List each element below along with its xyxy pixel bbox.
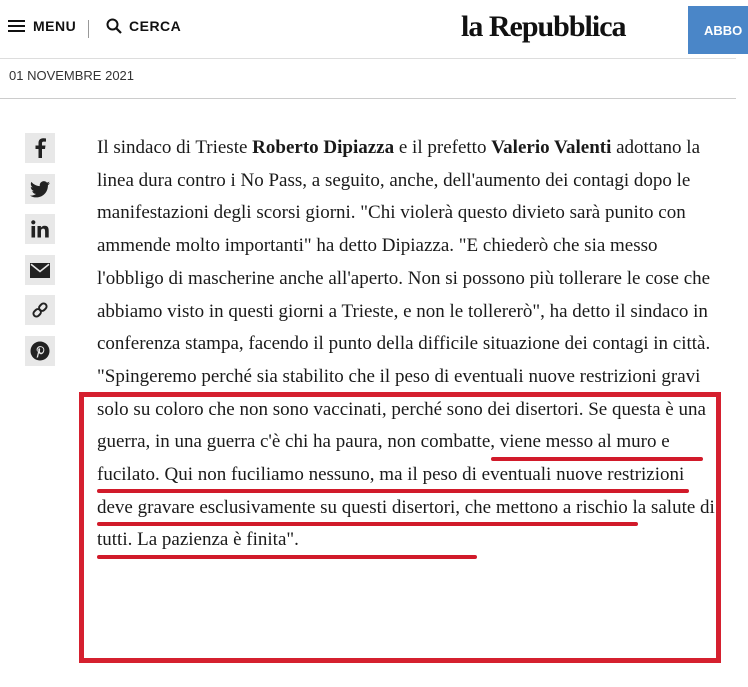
copy-link-button[interactable] <box>25 295 55 325</box>
facebook-icon <box>34 138 46 158</box>
site-header <box>0 0 743 59</box>
subscribe-button[interactable]: ABBO <box>688 6 748 54</box>
article-text: adottano la linea dura contro i No Pass, a seguito, anche, dell'aumento dei contagi dopo le manifestazioni degli scorsi giorni. "Chi violerà questo divieto sarà punito con ammende molto importanti" ha detto Dipiazza. "E chiederò che sia messo l'obbligo di mascherine anche all'aperto. Non si possono più tollerare le cose che abbiamo visto in questi giorni a Trieste, e non le tollererò", ha detto il sindaco in conferenza stampa, facendo il punto della difficile situazione dei contagi in città. "Spingeremo perché sia stabilito che il peso di eventuali nuove restrizioni gravi solo su coloro che non sono vaccinati, perché sono dei disertori. Se questa è una guerra, in una guerra c'è chi ha paura, non combatte, viene messo al muro e fucilato. Qui non fuciliamo nessuno, ma il peso di eventuali nuove restrizioni deve gravare esclusivamente su questi disertori, che mettono a rischio la salute di tutti. La pazienza è finita". <box>97 137 715 551</box>
article-text: e il prefetto <box>394 137 492 158</box>
hamburger-icon <box>8 20 25 32</box>
search-button[interactable] <box>106 18 181 34</box>
link-icon <box>31 301 49 319</box>
divider <box>0 98 736 99</box>
email-icon <box>30 263 50 278</box>
email-share-button[interactable] <box>25 255 55 285</box>
article-date: 01 NOVEMBRE 2021 <box>9 68 135 83</box>
highlight-box <box>79 392 721 663</box>
search-icon <box>106 18 122 34</box>
site-logo[interactable]: la Repubblica <box>461 10 626 43</box>
header-divider <box>88 20 89 38</box>
linkedin-icon <box>31 220 49 238</box>
twitter-icon <box>30 181 50 198</box>
menu-label: MENU <box>33 18 77 34</box>
search-label: CERCA <box>129 18 182 34</box>
facebook-share-button[interactable] <box>25 133 55 163</box>
twitter-share-button[interactable] <box>25 174 55 204</box>
pinterest-share-button[interactable] <box>25 336 55 366</box>
prefect-name: Valerio Valenti <box>491 137 612 158</box>
mayor-name: Roberto Dipiazza <box>252 137 395 158</box>
article-text: Il sindaco di Trieste <box>97 137 253 158</box>
menu-button[interactable] <box>8 18 76 34</box>
pinterest-icon <box>30 341 50 361</box>
linkedin-share-button[interactable] <box>25 214 55 244</box>
